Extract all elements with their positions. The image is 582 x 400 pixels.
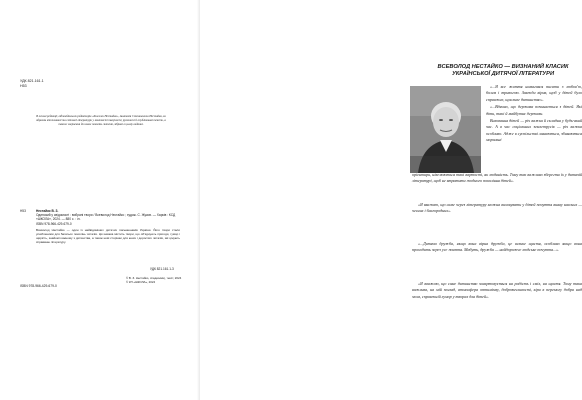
- isbn: ISBN 978-966-429-679-0: [20, 284, 57, 288]
- catalog-record: [20, 209, 180, 244]
- catalog-author: Нестайко В. З.: [36, 209, 59, 213]
- left-page: [0, 0, 200, 400]
- quote-continuation: [412, 172, 582, 185]
- right-page: [200, 0, 582, 400]
- quote-7: «Я вважаю, що саме дитинство загартовується на радість і сміх, на щастя. Тому така важлива, на мій погляд, атмосфера оптимізму, доброзичливості, віри в перемогу добра над злом, справжній гумор у творах для дітей».: [412, 281, 582, 299]
- quote-block-2: [412, 202, 582, 215]
- catalog-code: Н53: [20, 209, 26, 213]
- copyright-block: [126, 277, 181, 285]
- author-portrait: [410, 86, 481, 173]
- side-quotes: [486, 84, 582, 145]
- quote-4: орієнтири, нівелюються такі вартості, як людяність. Тому так важливо зберегти їх у дитячій літературі, щоб не втратити жодного покоління дітей».: [412, 172, 582, 184]
- catalog-entry: Одинокий у свідомості : вибрані твори / Всеволод Нестайко ; худож. С. Жуков. — Харків : КСД «ШКОЛА», 2024. — 880 с. : іл.: [36, 213, 176, 222]
- quote-3: Виховання дітей — річ важка й складна у будь-який час. А в час соціальних землетрусів — річ важка особливо. Адже в суспільстві ламаються, збиваються моральні: [486, 118, 582, 143]
- udk-code: УДК 821.161.1: [20, 79, 44, 83]
- portrait-photo-icon: [410, 86, 481, 173]
- catalog-isbn-inline: ISBN 978-966-429-679-0: [36, 221, 72, 226]
- bbk-code: Н53: [20, 83, 27, 88]
- copyright-line-2: © КП «ШКОЛА», 2024: [126, 279, 156, 284]
- quote-block-3: [412, 241, 582, 254]
- quote-2: «...Вдячно, що держава починається з дітей. Які діти, такі й майбутнє держави.: [486, 104, 582, 116]
- quote-block-4: [412, 281, 582, 300]
- library-codes: [20, 79, 140, 88]
- copyright-line-1: © В. З. Нестайко, спадкоємці, текст, 2024: [126, 276, 182, 280]
- catalog-annotation: Всеволод Нестайко — один із найвідоміших дитячих письменників України. Його твори стали улюбленими для багатьох поколінь читачів. Ця книжка містить твори, що об’єднують пригоди, гумор і щирість, знайомі кожному з дитинства, а також нові сторінки для юних і дорослих читачів, які цінують справжню літературу.: [36, 227, 180, 244]
- quote-6: «...Дитяча дружба, якщо вона вірна дружба, це велике щастя, особливо якщо вона проходить через усе життя. Мабуть, дружба — найдорожче людське почуття...».: [412, 241, 582, 253]
- quote-5: «Я вважаю, що саме через літературу можна виховувати у дітей почуття вияву власних — чесних і благородних».: [412, 202, 582, 214]
- udk-right: УДК 821.161.1-3: [150, 267, 174, 271]
- page-title: ВСЕВОЛОД НЕСТАЙКО — ВИЗНАНИЙ КЛАСИК УКРАЇНСЬКОЇ ДИТЯЧОЇ ЛІТЕРАТУРИ: [437, 64, 569, 77]
- quote-1: «...Я все життя намагався писати з любов’ю, болем і тривогою. Завжди вірив, щоб у дітей було справжнє, щасливе дитинство».: [486, 84, 582, 102]
- publisher-note: В основі редакції, відповідальних редакторів «Книжки Нестайка», Анатолія Степановича Нестайка, за образом вітчизняної та світової літератури у контексті творчості, рукописні й опубліковані тексти, а також звернення до нових поколінь читачів, зібрані в цьому виданні.: [36, 114, 166, 126]
